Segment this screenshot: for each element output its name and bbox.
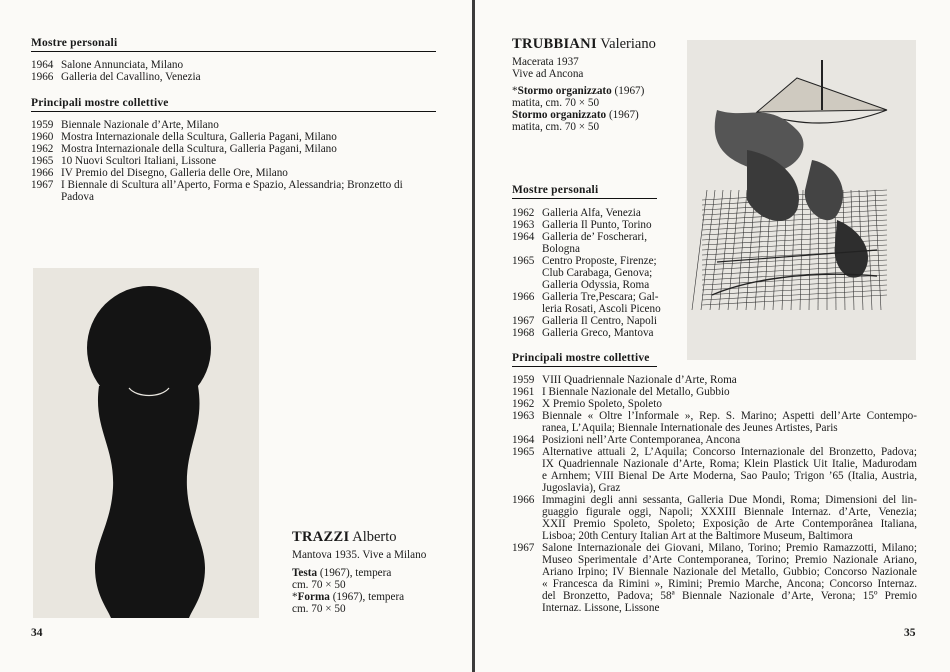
exhibition-year [512,578,542,590]
exhibition-year: 1961 [512,386,535,398]
group-exhibitions-list [31,119,441,203]
exhibition-text: Galleria del Cavallino, Venezia [61,71,201,83]
exhibition-year: 1966 [512,291,535,303]
exhibition-year [512,267,542,279]
exhibition-row [512,422,917,434]
artwork-image [33,268,259,618]
exhibition-text: guaggio figurale oggi, Napoli; XXXIII Biennale Internaz. d’Arte, Venezia; [542,506,917,518]
exhibition-year [512,602,542,614]
exhibition-year [512,470,542,482]
artwork-title-line [512,109,672,121]
exhibition-text: Centro Proposte, Firenze; [542,255,657,267]
artwork-title: Testa [292,567,318,579]
exhibition-text: Mostra Internazionale della Scultura, Galleria Pagani, Milano [61,143,337,155]
artist-origin: Mantova 1935. Vive a Milano [292,549,427,561]
exhibition-row [31,143,441,155]
exhibition-text: IX Quadriennale Nazionale d’Arte, Roma; Klein Plastick Uit Italie, Madurodam [542,458,917,470]
exhibition-text: I Biennale di Scultura all’Aperto, Forma e Spazio, Alessandria; Bronzetto di [61,179,403,191]
artwork-detail: (1967) [611,85,645,97]
exhibition-row [512,207,672,219]
exhibition-year [512,590,542,602]
exhibition-row [512,315,672,327]
exhibition-text: IV Premio del Disegno, Galleria delle Ore, Milano [61,167,288,179]
exhibition-year: 1968 [512,327,535,339]
exhibition-row [31,59,441,71]
origin-line: Macerata 1937 [512,56,579,68]
exhibition-row [31,167,441,179]
exhibition-row [512,255,672,267]
exhibition-text: Biennale « Oltre l’Informale », Rep. S. Marino; Aspetti dell’Arte Contempo- [542,410,917,422]
exhibition-row [31,119,441,131]
exhibition-row [512,231,672,243]
exhibition-row [31,71,441,83]
artist-name [292,529,397,546]
exhibition-text: Galleria Odyssia, Roma [542,279,650,291]
exhibition-text: Ariano Irpino; IV Biennale Nazionale del Metallo, Gubbio; Concorso Nazionale [542,566,917,578]
group-exhibitions-list [512,374,917,614]
exhibition-row [31,191,441,203]
heading-rule [512,198,657,199]
exhibition-text: Posizioni nell’Arte Contemporanea, Ancona [542,434,741,446]
exhibition-year: 1964 [31,59,54,71]
exhibition-text: Padova [61,191,94,203]
exhibition-text: Bologna [542,243,580,255]
exhibition-row [512,446,917,458]
exhibition-year: 1967 [512,542,535,554]
exhibition-row [31,179,441,191]
exhibition-year: 1965 [512,446,535,458]
group-exhibitions-heading: Principali mostre collettive [31,97,169,109]
exhibition-year: 1959 [512,374,535,386]
artwork-dimensions: matita, cm. 70 × 50 [512,97,600,109]
page-number: 34 [31,627,43,639]
exhibition-row [512,554,917,566]
exhibition-text: Club Carabaga, Genova; [542,267,653,279]
artist-name [512,36,656,53]
exhibition-year [512,506,542,518]
exhibition-text: Alternative attuali 2, L’Aquila; Concorso Internazionale del Bronzetto, Padova; [542,446,917,458]
exhibition-text: Galleria Il Centro, Napoli [542,315,657,327]
exhibition-row [512,386,917,398]
exhibition-text: XXII Premio Spoleto, Spoleto; Exposição de Arte Contemporânea Italiana, [542,518,917,530]
artwork-title: Forma [297,591,330,603]
exhibition-row [512,590,917,602]
artwork-dimensions: cm. 70 × 50 [292,579,346,591]
exhibition-text: « Francesca da Rimini », Rimini; Premio Marche, Ancona; Concorso Internaz. [542,578,917,590]
exhibition-text: Immagini degli anni sessanta, Galleria Due Mondi, Roma; Dimensioni del lin- [542,494,917,506]
exhibition-row [512,494,917,506]
exhibition-row [512,482,917,494]
exhibition-row [512,219,672,231]
right-page [475,0,950,672]
heading-rule [512,366,657,367]
solo-exhibitions-list [31,59,441,83]
exhibition-row [512,279,672,291]
exhibition-year: 1965 [512,255,535,267]
exhibition-row [512,542,917,554]
exhibition-row [512,578,917,590]
exhibition-year: 1960 [31,131,54,143]
exhibition-year: 1965 [31,155,54,167]
left-page [0,0,472,672]
exhibition-row [512,398,917,410]
exhibition-row [512,374,917,386]
exhibition-year: 1966 [31,71,54,83]
exhibition-year: 1963 [512,219,535,231]
artwork-list [512,85,672,133]
exhibition-text: Museo Sperimentale d’Arte Contemporanea, Torino; Premio Nazionale Ariano, [542,554,917,566]
solo-exhibitions-list [512,207,672,339]
exhibition-year: 1964 [512,434,535,446]
exhibition-year [31,191,61,203]
exhibition-text: Galleria Tre,Pescara; Gal- [542,291,659,303]
artwork-title: Stormo organizzato [517,85,612,97]
artist-origin [512,56,583,80]
exhibition-text: Galleria Greco, Mantova [542,327,654,339]
exhibition-year: 1967 [512,315,535,327]
exhibition-year [512,554,542,566]
exhibition-text: Salone Annunciata, Milano [61,59,184,71]
artwork-title-line [292,591,462,603]
trazzi-forma-artwork [33,268,259,618]
exhibition-text: e Arnhem; VIII Bienal De Arte Moderna, Sao Paulo; Trigon ’65 (Italia, Austria, [542,470,917,482]
exhibition-text: VIII Quadriennale Nazionale d’Arte, Roma [542,374,737,386]
artwork-image [687,40,916,360]
exhibition-text: Lisboa; 20th Century Italian Art at the Baltimore Museum, Baltimora [542,530,853,542]
artwork-title-line [512,85,672,97]
artist-firstname: Valeriano [600,36,656,52]
exhibition-text: Jugoslavia), Graz [542,482,621,494]
heading-rule [31,51,436,52]
exhibition-year [512,458,542,470]
group-exhibitions-heading: Principali mostre collettive [512,352,650,364]
exhibition-row [512,518,917,530]
exhibition-text: Internaz. Lissone, Lissone [542,602,660,614]
artwork-dimensions: cm. 70 × 50 [292,603,346,615]
artwork-detail: (1967), tempera [329,591,405,603]
exhibition-year: 1964 [512,231,535,243]
artwork-detail: (1967) [606,109,639,121]
exhibition-year [512,422,542,434]
exhibition-year [512,482,542,494]
exhibition-year: 1962 [31,143,54,155]
trubbiani-stormo-artwork [687,40,916,360]
exhibition-row [512,566,917,578]
exhibition-text: Galleria Il Punto, Torino [542,219,652,231]
artist-surname: TRUBBIANI [512,36,597,52]
exhibition-row [31,131,441,143]
exhibition-text: Biennale Nazionale d’Arte, Milano [61,119,219,131]
exhibition-text: 10 Nuovi Scultori Italiani, Lissone [61,155,217,167]
solo-exhibitions-heading: Mostre personali [31,37,118,49]
exhibition-year [512,518,542,530]
artwork-title-line [292,567,462,579]
exhibition-year [512,243,542,255]
exhibition-row [512,434,917,446]
exhibition-row [512,291,672,303]
exhibition-year [512,303,542,315]
exhibition-text: leria Rosati, Ascoli Piceno [542,303,661,315]
exhibition-year [512,566,542,578]
exhibition-year: 1963 [512,410,535,422]
exhibition-year: 1966 [512,494,535,506]
artist-firstname: Alberto [352,529,397,545]
exhibition-year: 1962 [512,398,535,410]
exhibition-row [512,303,672,315]
reproduced-marker: * [512,85,518,97]
artwork-list [292,567,462,615]
artist-surname: TRAZZI [292,529,350,545]
artwork-dimensions: matita, cm. 70 × 50 [512,121,600,133]
exhibition-year [512,530,542,542]
exhibition-row [512,530,917,542]
page-number: 35 [904,627,916,639]
exhibition-text: Salone Internazionale dei Giovani, Milano, Torino; Premio Ramazzotti, Milano; [542,542,917,554]
exhibition-year: 1962 [512,207,535,219]
exhibition-year [512,279,542,291]
artwork-detail: (1967), tempera [317,567,392,579]
exhibition-row [512,602,917,614]
exhibition-row [512,506,917,518]
solo-exhibitions-heading: Mostre personali [512,184,599,196]
exhibition-text: Galleria Alfa, Venezia [542,207,641,219]
exhibition-row [512,243,672,255]
exhibition-text: X Premio Spoleto, Spoleto [542,398,662,410]
exhibition-row [512,458,917,470]
exhibition-text: ranea, L’Aquila; Biennale Internationale des Jeunes Artistes, Paris [542,422,838,434]
heading-rule [31,111,436,112]
exhibition-row [512,410,917,422]
exhibition-text: del Bronzetto, Padova; 58ª Biennale Nazionale d’Arte, Verona; 15º Premio [542,590,917,602]
exhibition-text: I Biennale Nazionale del Metallo, Gubbio [542,386,730,398]
exhibition-text: Galleria de’ Foscherari, [542,231,648,243]
exhibition-year: 1966 [31,167,54,179]
artwork-title: Stormo organizzato [512,109,607,121]
exhibition-text: Mostra Internazionale della Scultura, Galleria Pagani, Milano [61,131,337,143]
reproduced-marker: * [292,591,298,603]
exhibition-row [512,470,917,482]
exhibition-year: 1967 [31,179,54,191]
exhibition-row [512,267,672,279]
exhibition-row [512,327,672,339]
exhibition-year: 1959 [31,119,54,131]
origin-line: Vive ad Ancona [512,68,584,80]
exhibition-row [31,155,441,167]
